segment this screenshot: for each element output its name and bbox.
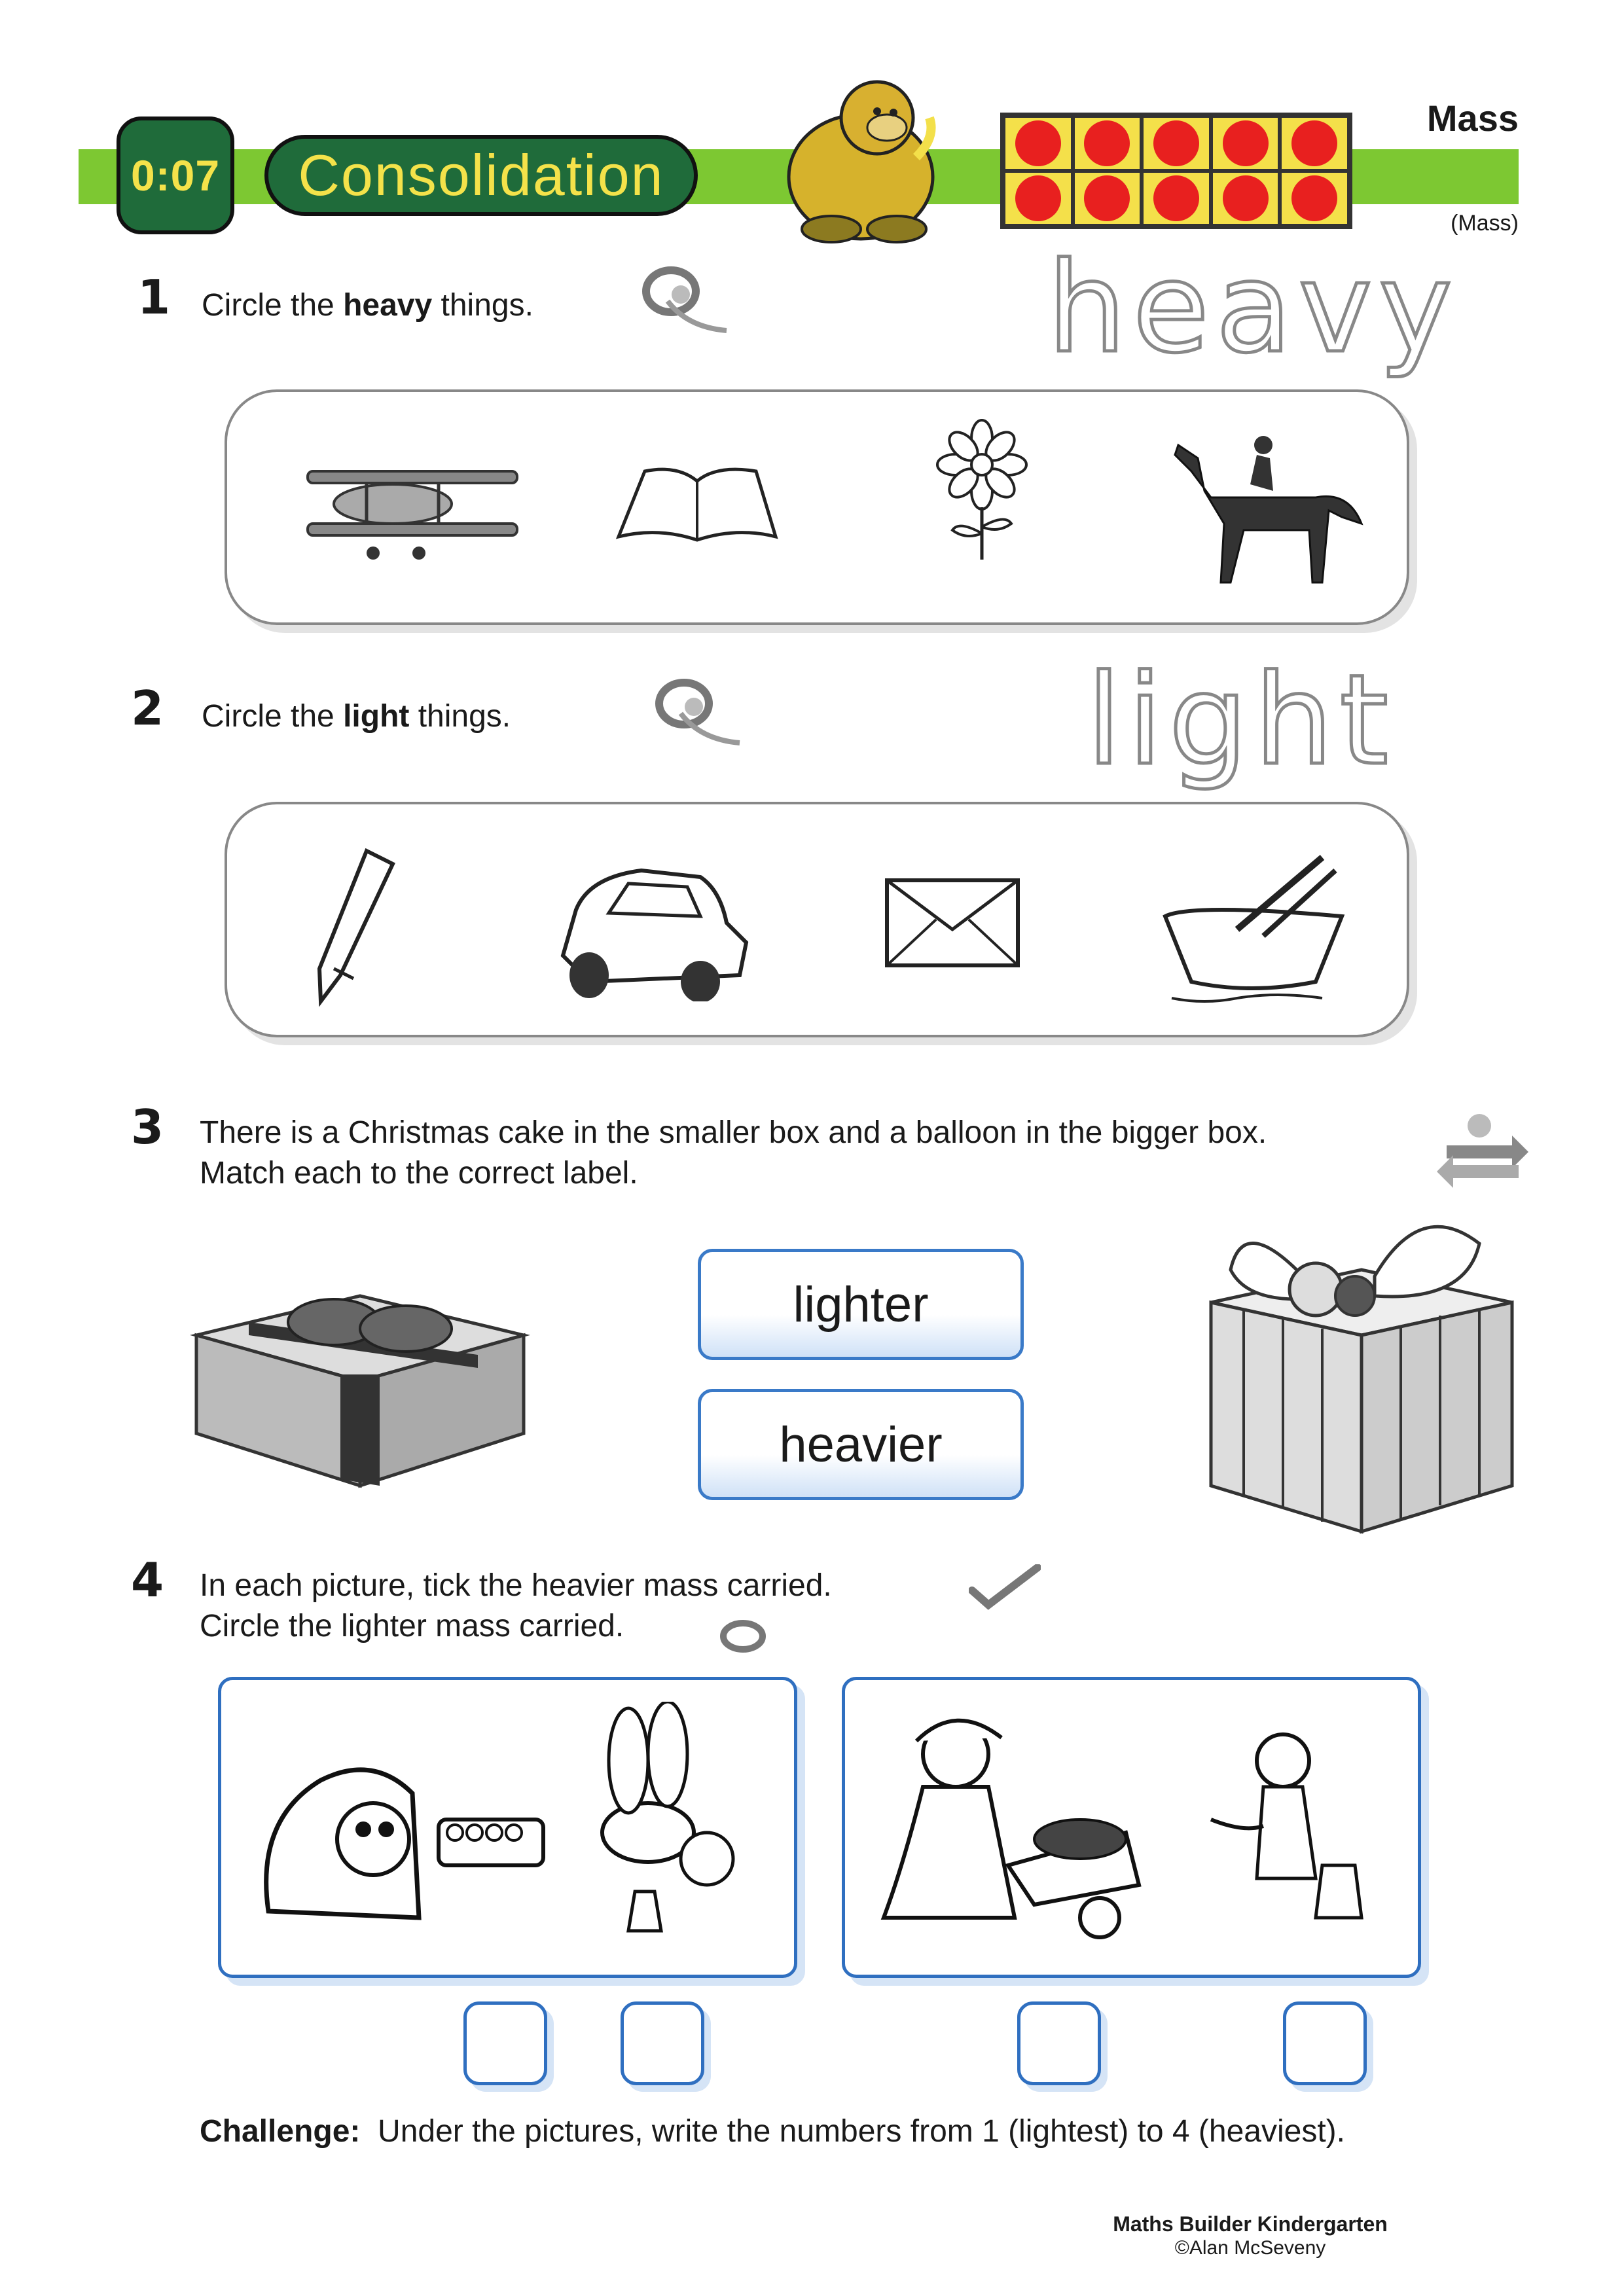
matching-arrows-icon [1434, 1106, 1532, 1191]
counter-dot [1223, 175, 1269, 221]
counter-dot [1084, 120, 1130, 166]
topic-title: Mass [1426, 98, 1519, 139]
counter-dot [1015, 175, 1061, 221]
troll-and-bee-picture [242, 1702, 779, 1957]
counter-dot [1291, 120, 1337, 166]
answer-box-2[interactable] [621, 2001, 704, 2085]
question-3-line-1: There is a Christmas cake in the smaller box and a balloon in the bigger box. [200, 1115, 1267, 1150]
trace-word-light: light [1087, 648, 1396, 793]
counter-dot [1291, 175, 1337, 221]
question-4-line-2: Circle the lighter mass carried. [200, 1609, 624, 1643]
answer-box-3[interactable] [1017, 2001, 1101, 2085]
trace-word-heavy: heavy [1047, 236, 1459, 380]
horse-rider-icon[interactable] [1165, 419, 1375, 589]
car-icon[interactable] [550, 851, 759, 1001]
question-1-text: Circle the heavy things. [202, 288, 533, 323]
envelope-icon[interactable] [884, 877, 1021, 969]
water-bucket-icon[interactable] [1316, 1865, 1362, 1918]
small-gift-box-icon[interactable] [190, 1283, 530, 1499]
question-1-number: 1 [137, 270, 171, 325]
footer-book-title: Maths Builder Kindergarten [1113, 2212, 1388, 2236]
counter-dot [1015, 120, 1061, 166]
question-2-number: 2 [131, 681, 164, 736]
question-3-number: 3 [131, 1100, 164, 1155]
footer-copyright: ©Alan McSeveny [1174, 2237, 1326, 2259]
counter-dot [1223, 120, 1269, 166]
section-title: Consolidation [264, 135, 698, 216]
question-4-number: 4 [131, 1552, 164, 1607]
question-2-text: Circle the light things. [202, 699, 511, 734]
counter-dot [1153, 120, 1199, 166]
gorilla-mascot-icon [766, 65, 962, 249]
tick-hint-icon [969, 1564, 1041, 1610]
circle-hint-icon [717, 1617, 769, 1656]
plane-icon[interactable] [295, 452, 530, 563]
farmer-and-kid-picture [864, 1702, 1401, 1957]
counter-dot [1153, 175, 1199, 221]
ten-frame [1000, 113, 1352, 229]
circle-hint-icon [641, 262, 740, 340]
book-icon[interactable] [612, 458, 782, 550]
big-gift-box-icon[interactable] [1204, 1198, 1519, 1538]
bucket-icon[interactable] [628, 1892, 661, 1931]
label-lighter[interactable]: lighter [698, 1249, 1024, 1360]
counter-dot [1084, 175, 1130, 221]
question-3-line-2: Match each to the correct label. [200, 1156, 638, 1191]
circle-hint-icon [655, 674, 753, 753]
flower-icon[interactable] [929, 419, 1034, 563]
topic-subtitle: (Mass) [1451, 211, 1519, 236]
label-heavier[interactable]: heavier [698, 1389, 1024, 1500]
timer-badge: 0:07 [117, 117, 234, 234]
boat-icon[interactable] [1152, 844, 1348, 1014]
question-4-line-1: In each picture, tick the heavier mass carried. [200, 1568, 832, 1603]
pencil-icon[interactable] [308, 844, 399, 1008]
challenge-text: Challenge: Under the pictures, write the numbers from 1 (lightest) to 4 (heaviest). [200, 2114, 1345, 2149]
answer-box-1[interactable] [463, 2001, 547, 2085]
answer-box-4[interactable] [1283, 2001, 1367, 2085]
